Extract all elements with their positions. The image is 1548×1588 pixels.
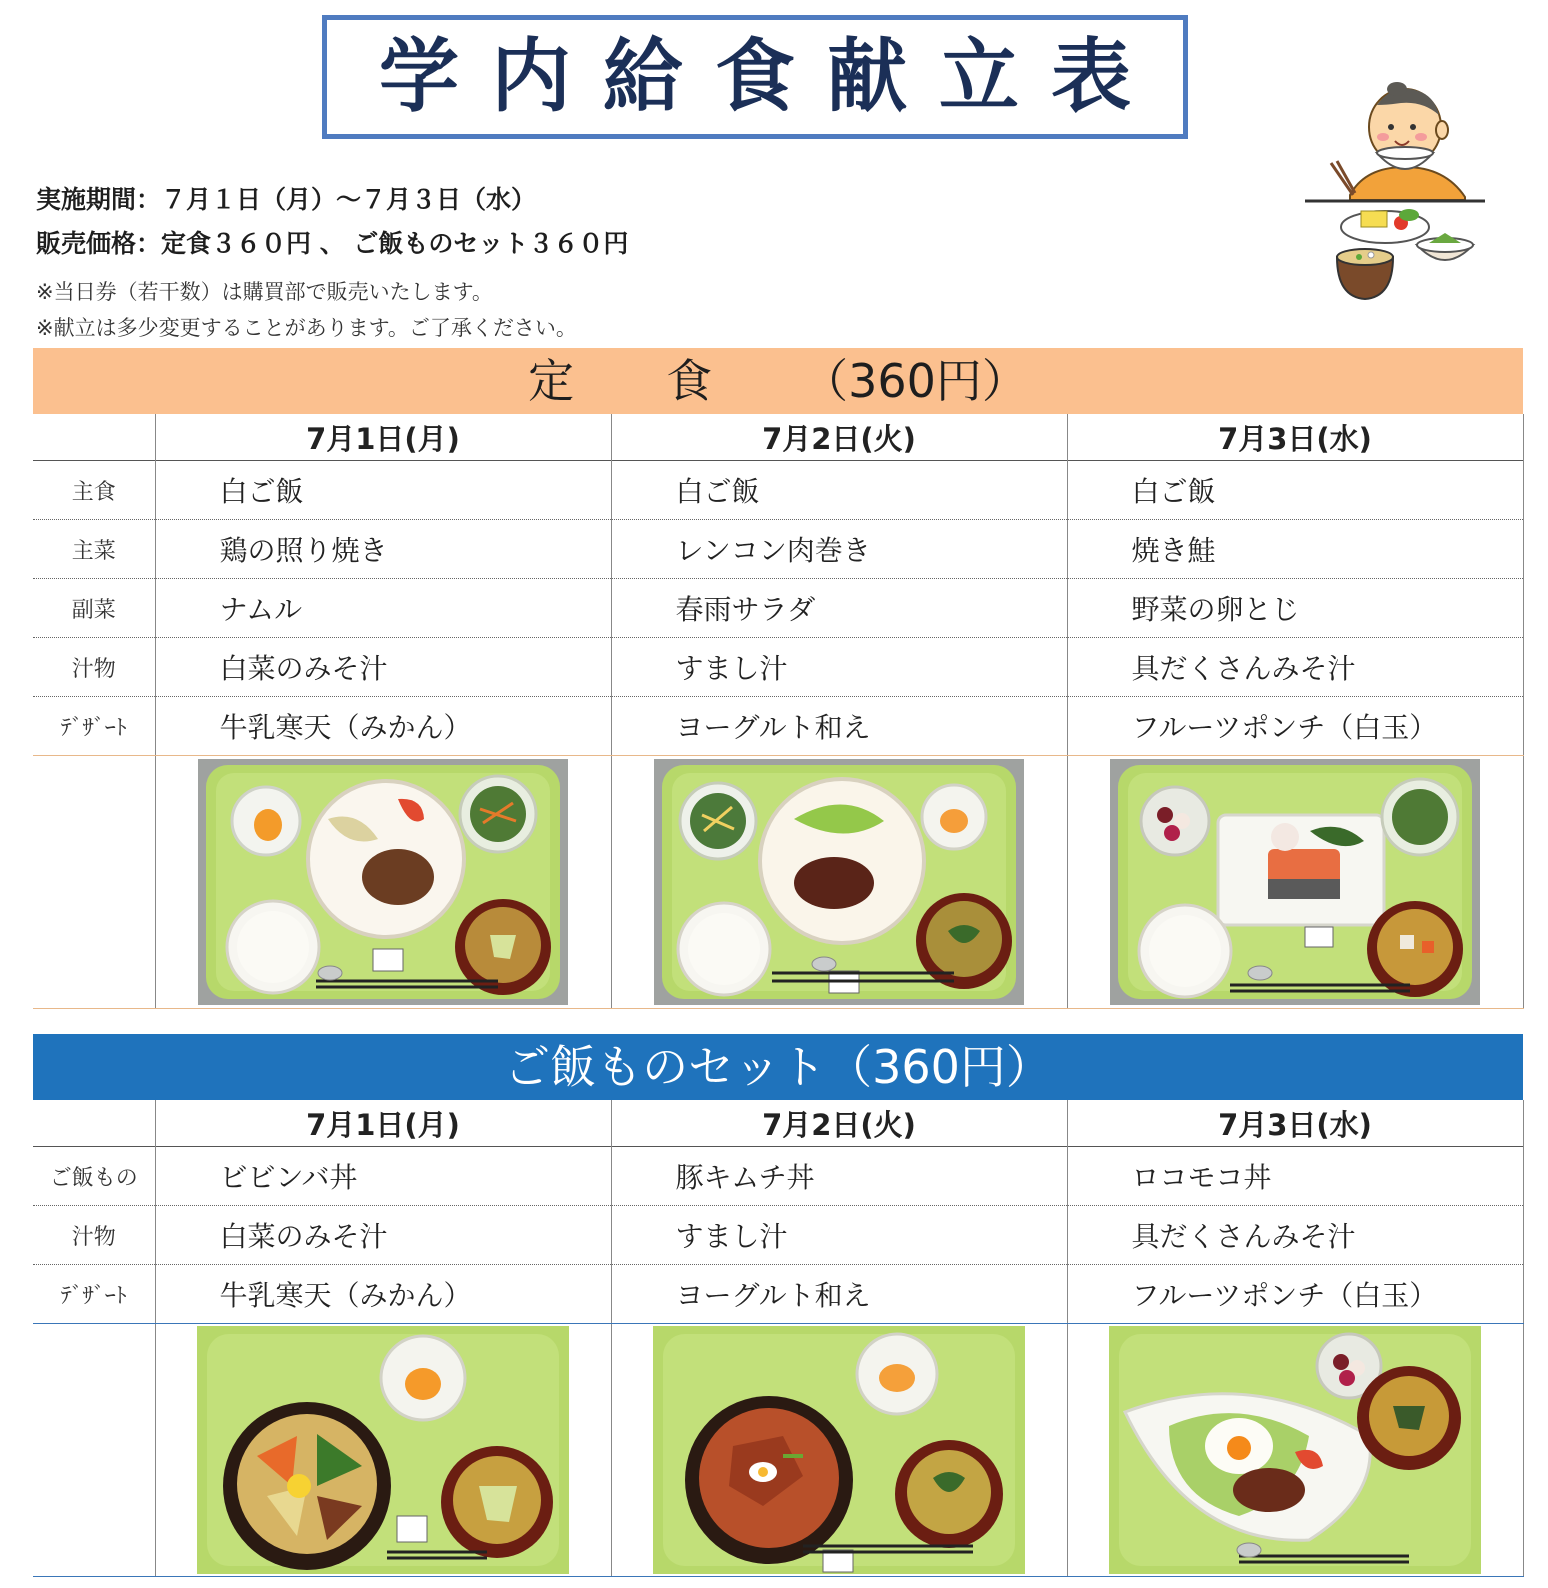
row-label-staple: 主食 bbox=[33, 461, 155, 520]
photo-cell bbox=[1067, 756, 1523, 1009]
gohan-set-table bbox=[33, 1034, 1524, 1577]
date-day-3: 7月3日(水) bbox=[1067, 414, 1523, 461]
page-title: 学内給食献立表 bbox=[379, 30, 1163, 123]
menu-item: 白菜のみそ汁 bbox=[155, 1206, 611, 1265]
menu-item: 具だくさんみそ汁 bbox=[1067, 1206, 1523, 1265]
note-change: ※献立は多少変更することがあります。ご了承ください。 bbox=[36, 316, 577, 340]
photo-corner bbox=[33, 756, 155, 1009]
teishoku-header bbox=[33, 348, 1523, 414]
menu-item: ヨーグルト和え bbox=[611, 697, 1067, 756]
photo-cell bbox=[1067, 1324, 1523, 1577]
tray-photo-gohan-day3 bbox=[1109, 1326, 1481, 1574]
row-label-main: 主菜 bbox=[33, 520, 155, 579]
date-day-3: 7月3日(水) bbox=[1067, 1100, 1523, 1147]
menu-item: ロコモコ丼 bbox=[1067, 1147, 1523, 1206]
photo-cell bbox=[155, 756, 611, 1009]
price-text: 販売価格：定食３６０円 、 ご飯ものセット３６０円 bbox=[36, 229, 629, 258]
gohan-header: ご飯ものセット（360円） bbox=[33, 1034, 1523, 1100]
menu-item: ヨーグルト和え bbox=[611, 1265, 1067, 1324]
menu-item: 白菜のみそ汁 bbox=[155, 638, 611, 697]
row-label-dessert: ﾃﾞｻﾞｰﾄ bbox=[33, 697, 155, 756]
tray-photo-gohan-day1 bbox=[197, 1326, 569, 1574]
menu-item: すまし汁 bbox=[611, 638, 1067, 697]
menu-item: 具だくさんみそ汁 bbox=[1067, 638, 1523, 697]
menu-item: 豚キムチ丼 bbox=[611, 1147, 1067, 1206]
menu-item: ナムル bbox=[155, 579, 611, 638]
menu-item: 鶏の照り焼き bbox=[155, 520, 611, 579]
teishoku-header-price: （360円） bbox=[802, 354, 1028, 408]
note-ticket: ※当日券（若干数）は購買部で販売いたします。 bbox=[36, 280, 493, 304]
tray-photo-teishoku-day2 bbox=[654, 759, 1024, 1005]
menu-item: ビビンバ丼 bbox=[155, 1147, 611, 1206]
menu-item: 白ご飯 bbox=[611, 461, 1067, 520]
tray-photo-teishoku-day1 bbox=[198, 759, 568, 1005]
row-label-soup: 汁物 bbox=[33, 1206, 155, 1265]
period-text: 実施期間：７月１日（月）～７月３日（水） bbox=[36, 185, 537, 214]
menu-item: 白ご飯 bbox=[155, 461, 611, 520]
photo-cell bbox=[611, 756, 1067, 1009]
row-label-rice-dish: ご飯もの bbox=[33, 1147, 155, 1206]
date-day-2: 7月2日(火) bbox=[611, 1100, 1067, 1147]
date-day-1: 7月1日(月) bbox=[155, 414, 611, 461]
date-day-2: 7月2日(火) bbox=[611, 414, 1067, 461]
title-box bbox=[322, 15, 1188, 139]
row-label-dessert: ﾃﾞｻﾞｰﾄ bbox=[33, 1265, 155, 1324]
menu-item: 春雨サラダ bbox=[611, 579, 1067, 638]
photo-corner bbox=[33, 1324, 155, 1577]
menu-item: フルーツポンチ（白玉） bbox=[1067, 697, 1523, 756]
row-label-soup: 汁物 bbox=[33, 638, 155, 697]
menu-item: すまし汁 bbox=[611, 1206, 1067, 1265]
menu-item: 牛乳寒天（みかん） bbox=[155, 697, 611, 756]
teishoku-header-name: 定 食 bbox=[528, 354, 713, 408]
menu-item: 野菜の卵とじ bbox=[1067, 579, 1523, 638]
menu-item: フルーツポンチ（白玉） bbox=[1067, 1265, 1523, 1324]
menu-item: 白ご飯 bbox=[1067, 461, 1523, 520]
date-corner bbox=[33, 414, 155, 461]
photo-cell bbox=[155, 1324, 611, 1577]
photo-cell bbox=[611, 1324, 1067, 1577]
row-label-side: 副菜 bbox=[33, 579, 155, 638]
date-corner bbox=[33, 1100, 155, 1147]
menu-item: 焼き鮭 bbox=[1067, 520, 1523, 579]
menu-item: レンコン肉巻き bbox=[611, 520, 1067, 579]
tray-photo-gohan-day2 bbox=[653, 1326, 1025, 1574]
tray-photo-teishoku-day3 bbox=[1110, 759, 1480, 1005]
menu-item: 牛乳寒天（みかん） bbox=[155, 1265, 611, 1324]
date-day-1: 7月1日(月) bbox=[155, 1100, 611, 1147]
mascot-eating-illustration bbox=[1305, 75, 1505, 310]
teishoku-table bbox=[33, 348, 1524, 1009]
